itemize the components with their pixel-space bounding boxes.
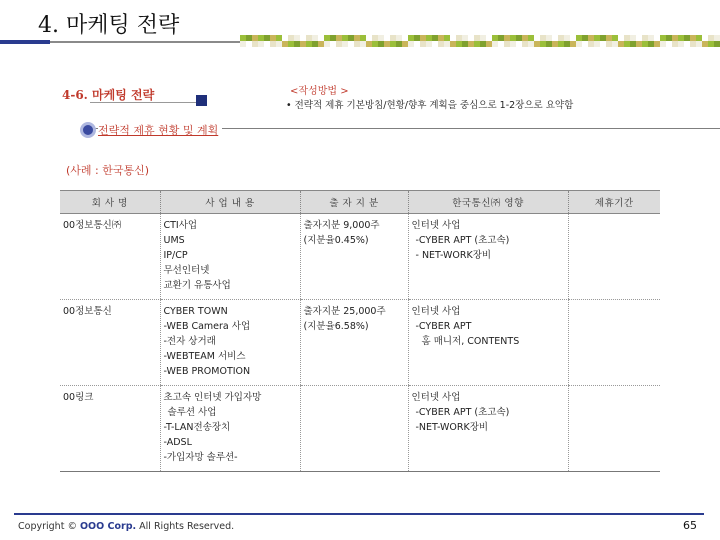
cell-period [568,386,660,472]
cell-line: 홈 매니저, CONTENTS [421,336,520,347]
section-heading: 4-6. 마케팅 전략 [62,88,155,102]
cell-line: 무선인터넷 [163,265,210,276]
cell-line: (지분율0.45%) [303,235,369,246]
header-business: 사 업 내 용 [160,191,300,214]
cell-impact [408,214,568,300]
strategy-heading: 전략적 제휴 현황 및 계획 [98,122,222,138]
corp-name: OOO Corp. [79,521,137,532]
section-square-marker [196,95,207,106]
cell-line: - NET-WORK장비 [415,250,492,261]
cell-line: 교환기 유통사업 [163,280,231,291]
header-company: 회 사 명 [60,191,160,214]
cell-line: -가입자망 솔루션- [163,452,238,463]
cell-period [568,214,660,300]
cell-impact [408,386,568,472]
rights-text: All Rights Reserved. [139,521,235,532]
cell-company: 00정보통신 [60,300,160,386]
cell-line: 출자지분 9,000주 [303,220,380,231]
cell-line: 인터넷 사업 [411,220,461,231]
cell-line: IP/CP [163,250,188,261]
cell-line: 출자지분 25,000주 [303,306,386,317]
page-title: 4. 마케팅 전략 [38,13,180,38]
cell-line: 인터넷 사업 [411,306,461,317]
cell-line: CYBER TOWN [163,306,228,317]
method-body: • 전략적 제휴 기본방침/현황/향후 계획을 중심으로 1-2장으로 요약함 [286,100,574,111]
table-row [60,214,660,300]
cell-stake [300,386,408,472]
footer-divider [14,513,704,515]
header-period: 제휴기간 [568,191,660,214]
cell-line: -CYBER APT (초고속) [415,407,510,418]
cell-line: 인터넷 사업 [411,392,461,403]
copyright [18,521,234,532]
cell-company: 00정보통신㈜ [60,214,160,300]
cell-line: CTI사업 [163,220,198,231]
cell-line: -WEB Camera 사업 [163,321,251,332]
method-title: <작성방법 > [290,86,349,97]
cell-line: -WEB PROMOTION [163,366,251,377]
cell-business [160,300,300,386]
cell-line: 솔루션 사업 [167,407,217,418]
checker-cell [714,41,720,47]
table-row [60,386,660,472]
title-underline-accent [0,40,50,44]
cell-line: -NET-WORK장비 [415,422,489,433]
cell-business [160,214,300,300]
cell-period [568,300,660,386]
cell-line: -CYBER APT (초고속) [415,235,510,246]
cell-line: -CYBER APT [415,321,472,332]
cell-line: -ADSL [163,437,192,448]
header-impact: 한국통신㈜ 영향 [408,191,568,214]
cell-stake [300,214,408,300]
header-stake: 출 자 지 분 [300,191,408,214]
table-header-row [60,191,660,214]
example-label: (사례 : 한국통신) [66,164,150,177]
cell-stake [300,300,408,386]
cell-business [160,386,300,472]
cell-line: UMS [163,235,185,246]
alliance-table [60,190,660,472]
table-row [60,300,660,386]
cell-line: -전자 상거래 [163,336,216,347]
cell-impact [408,300,568,386]
copyright-prefix: Copyright © [18,521,77,532]
cell-line: -WEBTEAM 서비스 [163,351,246,362]
title-underline [50,41,240,43]
section-divider [90,102,196,103]
bullet-circle-icon [80,122,96,138]
decorative-checker-band [240,35,720,47]
cell-company: 00링크 [60,386,160,472]
page-number: 65 [683,519,697,532]
cell-line: (지분율6.58%) [303,321,369,332]
cell-line: 초고속 인터넷 가입자망 [163,392,262,403]
cell-line: -T-LAN전송장치 [163,422,231,433]
